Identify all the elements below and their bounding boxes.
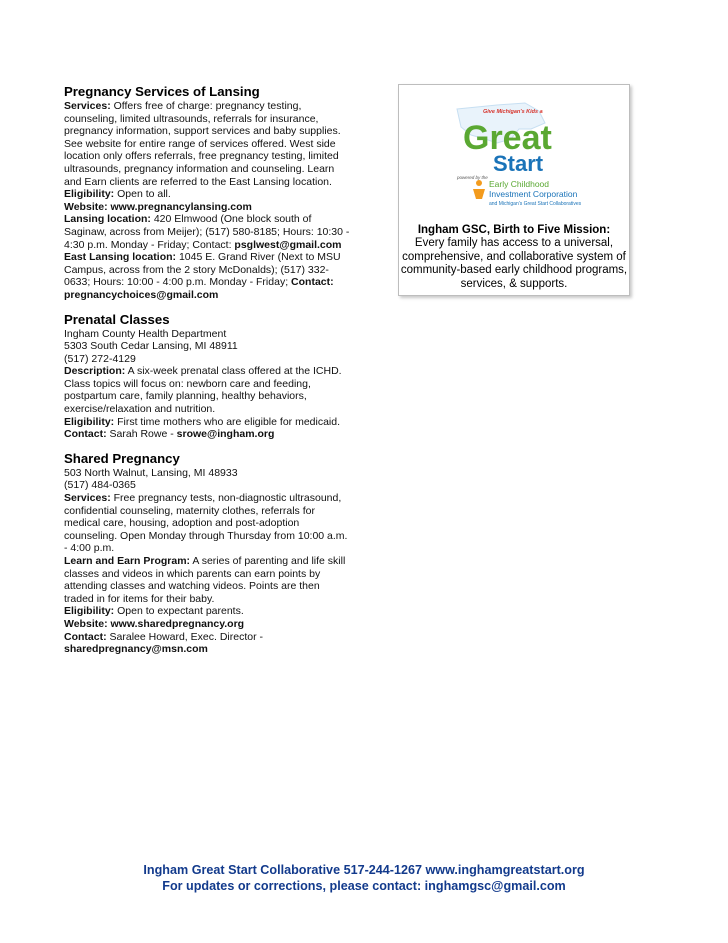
services-info — [64, 100, 352, 188]
contact-label: Contact: — [64, 630, 107, 643]
contact-name: Sarah Rowe - — [109, 428, 174, 441]
eligibility-info — [64, 605, 352, 618]
section-title: Prenatal Classes — [64, 311, 170, 327]
section-shared-pregnancy — [64, 451, 352, 656]
address: 503 North Walnut, Lansing, MI 48933 — [64, 466, 238, 479]
contact-email-link[interactable]: sharedpregnancy@msn.com — [64, 643, 208, 656]
phone: (517) 272-4129 — [64, 352, 136, 365]
eligibility-label: Eligibility: — [64, 188, 115, 201]
great-start-logo — [427, 99, 607, 217]
resource-listing — [64, 84, 352, 666]
organization-name: Ingham County Health Department — [64, 327, 227, 340]
contact-info — [64, 428, 352, 441]
east-lansing-location-text: 1045 E. Grand River (Next to MSU Campus, across from the 2 story McDonalds); (517) 332-0633; Hours: 10:00 - 4:00 p.m. Monday - Friday; — [64, 251, 341, 289]
mission-text: Every family has access to a universal, comprehensive, and collaborative system of community-based early childhood programs, services, & supports. — [400, 237, 628, 290]
services-info — [64, 492, 352, 555]
learn-earn-text: A series of parenting and life skill classes and videos in which parents can earn points by attending classes and watching videos. Points are then traded in for items for their baby. — [64, 555, 346, 605]
logo-start: Start — [493, 151, 544, 176]
child-figure-icon — [473, 180, 485, 199]
logo-tagline: Give Michigan's Kids a — [483, 109, 543, 115]
website-link[interactable]: Website: www.sharedpregnancy.org — [64, 617, 245, 630]
section-prenatal-classes — [64, 312, 352, 441]
logo-org-line2: Investment Corporation — [489, 189, 578, 199]
services-label: Services: — [64, 492, 111, 505]
website-link[interactable]: Website: www.pregnancylansing.com — [64, 200, 252, 213]
logo-great: Great — [463, 119, 552, 157]
services-text: Free pregnancy tests, non-diagnostic ultrasound, confidential counseling, maternity clothes, referrals for medical care, housing, adoption and post-adoption counseling. Open Monday through Thursday from 10:00 a.m. - 4:00 p.m. — [64, 492, 348, 555]
contact-info — [64, 631, 352, 644]
eligibility-info — [64, 188, 352, 201]
logo-org-line3: and Michigan's Great Start Collaboratives — [489, 201, 582, 207]
learn-earn-label: Learn and Earn Program: — [64, 555, 191, 567]
footer-line-updates: For updates or corrections, please contact: inghamgsc@gmail.com — [162, 879, 566, 893]
contact-name: Saralee Howard, Exec. Director - — [109, 630, 263, 643]
lansing-location-info — [64, 213, 352, 251]
mission-box — [398, 84, 630, 296]
logo-org-line1: Early Childhood — [489, 179, 550, 189]
lansing-location-text: 420 Elmwood (One block south of Saginaw, across from Meijer); (517) 580-8185; Hours: 10:30 - 4:30 p.m. Monday - Friday; Contact: — [64, 213, 350, 251]
description-label: Description: — [64, 365, 126, 378]
services-text: Offers free of charge: pregnancy testing, counseling, limited ultrasounds, referrals for insurance, pregnancy information, support services and baby supplies. See website for entire range of services offered. West side location only offers referrals, free pregnancy testing, limited ultrasounds, pregnancy information and counseling. Learn and Earn clients are referred to the East Lansing location. — [64, 100, 341, 188]
east-lansing-contact-link[interactable]: Contact: pregnancychoices@gmail.com — [64, 276, 334, 301]
footer-line-contact: Ingham Great Start Collaborative 517-244-1267 www.inghamgreatstart.org — [143, 863, 585, 877]
footer — [0, 862, 728, 894]
eligibility-text: Open to expectant parents. — [117, 605, 244, 618]
east-lansing-location-label: East Lansing location: — [64, 251, 177, 264]
address: 5303 South Cedar Lansing, MI 48911 — [64, 340, 238, 353]
mission-statement — [399, 224, 629, 291]
eligibility-text: Open to all. — [117, 188, 171, 201]
contact-email-link[interactable]: srowe@ingham.org — [176, 428, 275, 441]
section-title: Shared Pregnancy — [64, 450, 180, 466]
description-text: A six-week prenatal class offered at the ICHD. Class topics will focus on: newborn care and feeding, postpartum care, family planning, healthy behaviors, exercise/relaxation and nutrition. — [64, 365, 342, 416]
lansing-email-link[interactable]: psglwest@gmail.com — [234, 238, 342, 251]
description-info — [64, 365, 352, 415]
eligibility-label: Eligibility: — [64, 415, 115, 428]
section-pregnancy-services — [64, 84, 352, 302]
learn-earn-info — [64, 555, 352, 605]
section-title: Pregnancy Services of Lansing — [64, 84, 260, 99]
mission-title: Ingham GSC, Birth to Five Mission: — [417, 224, 611, 236]
services-label: Services: — [64, 100, 111, 112]
eligibility-text: First time mothers who are eligible for medicaid. — [117, 415, 341, 428]
logo-powered-by: powered by the — [457, 175, 488, 180]
phone: (517) 484-0365 — [64, 479, 136, 492]
east-lansing-location-info — [64, 251, 352, 301]
eligibility-info — [64, 416, 352, 429]
lansing-location-label: Lansing location: — [64, 213, 151, 226]
contact-label: Contact: — [64, 428, 107, 441]
eligibility-label: Eligibility: — [64, 605, 115, 618]
